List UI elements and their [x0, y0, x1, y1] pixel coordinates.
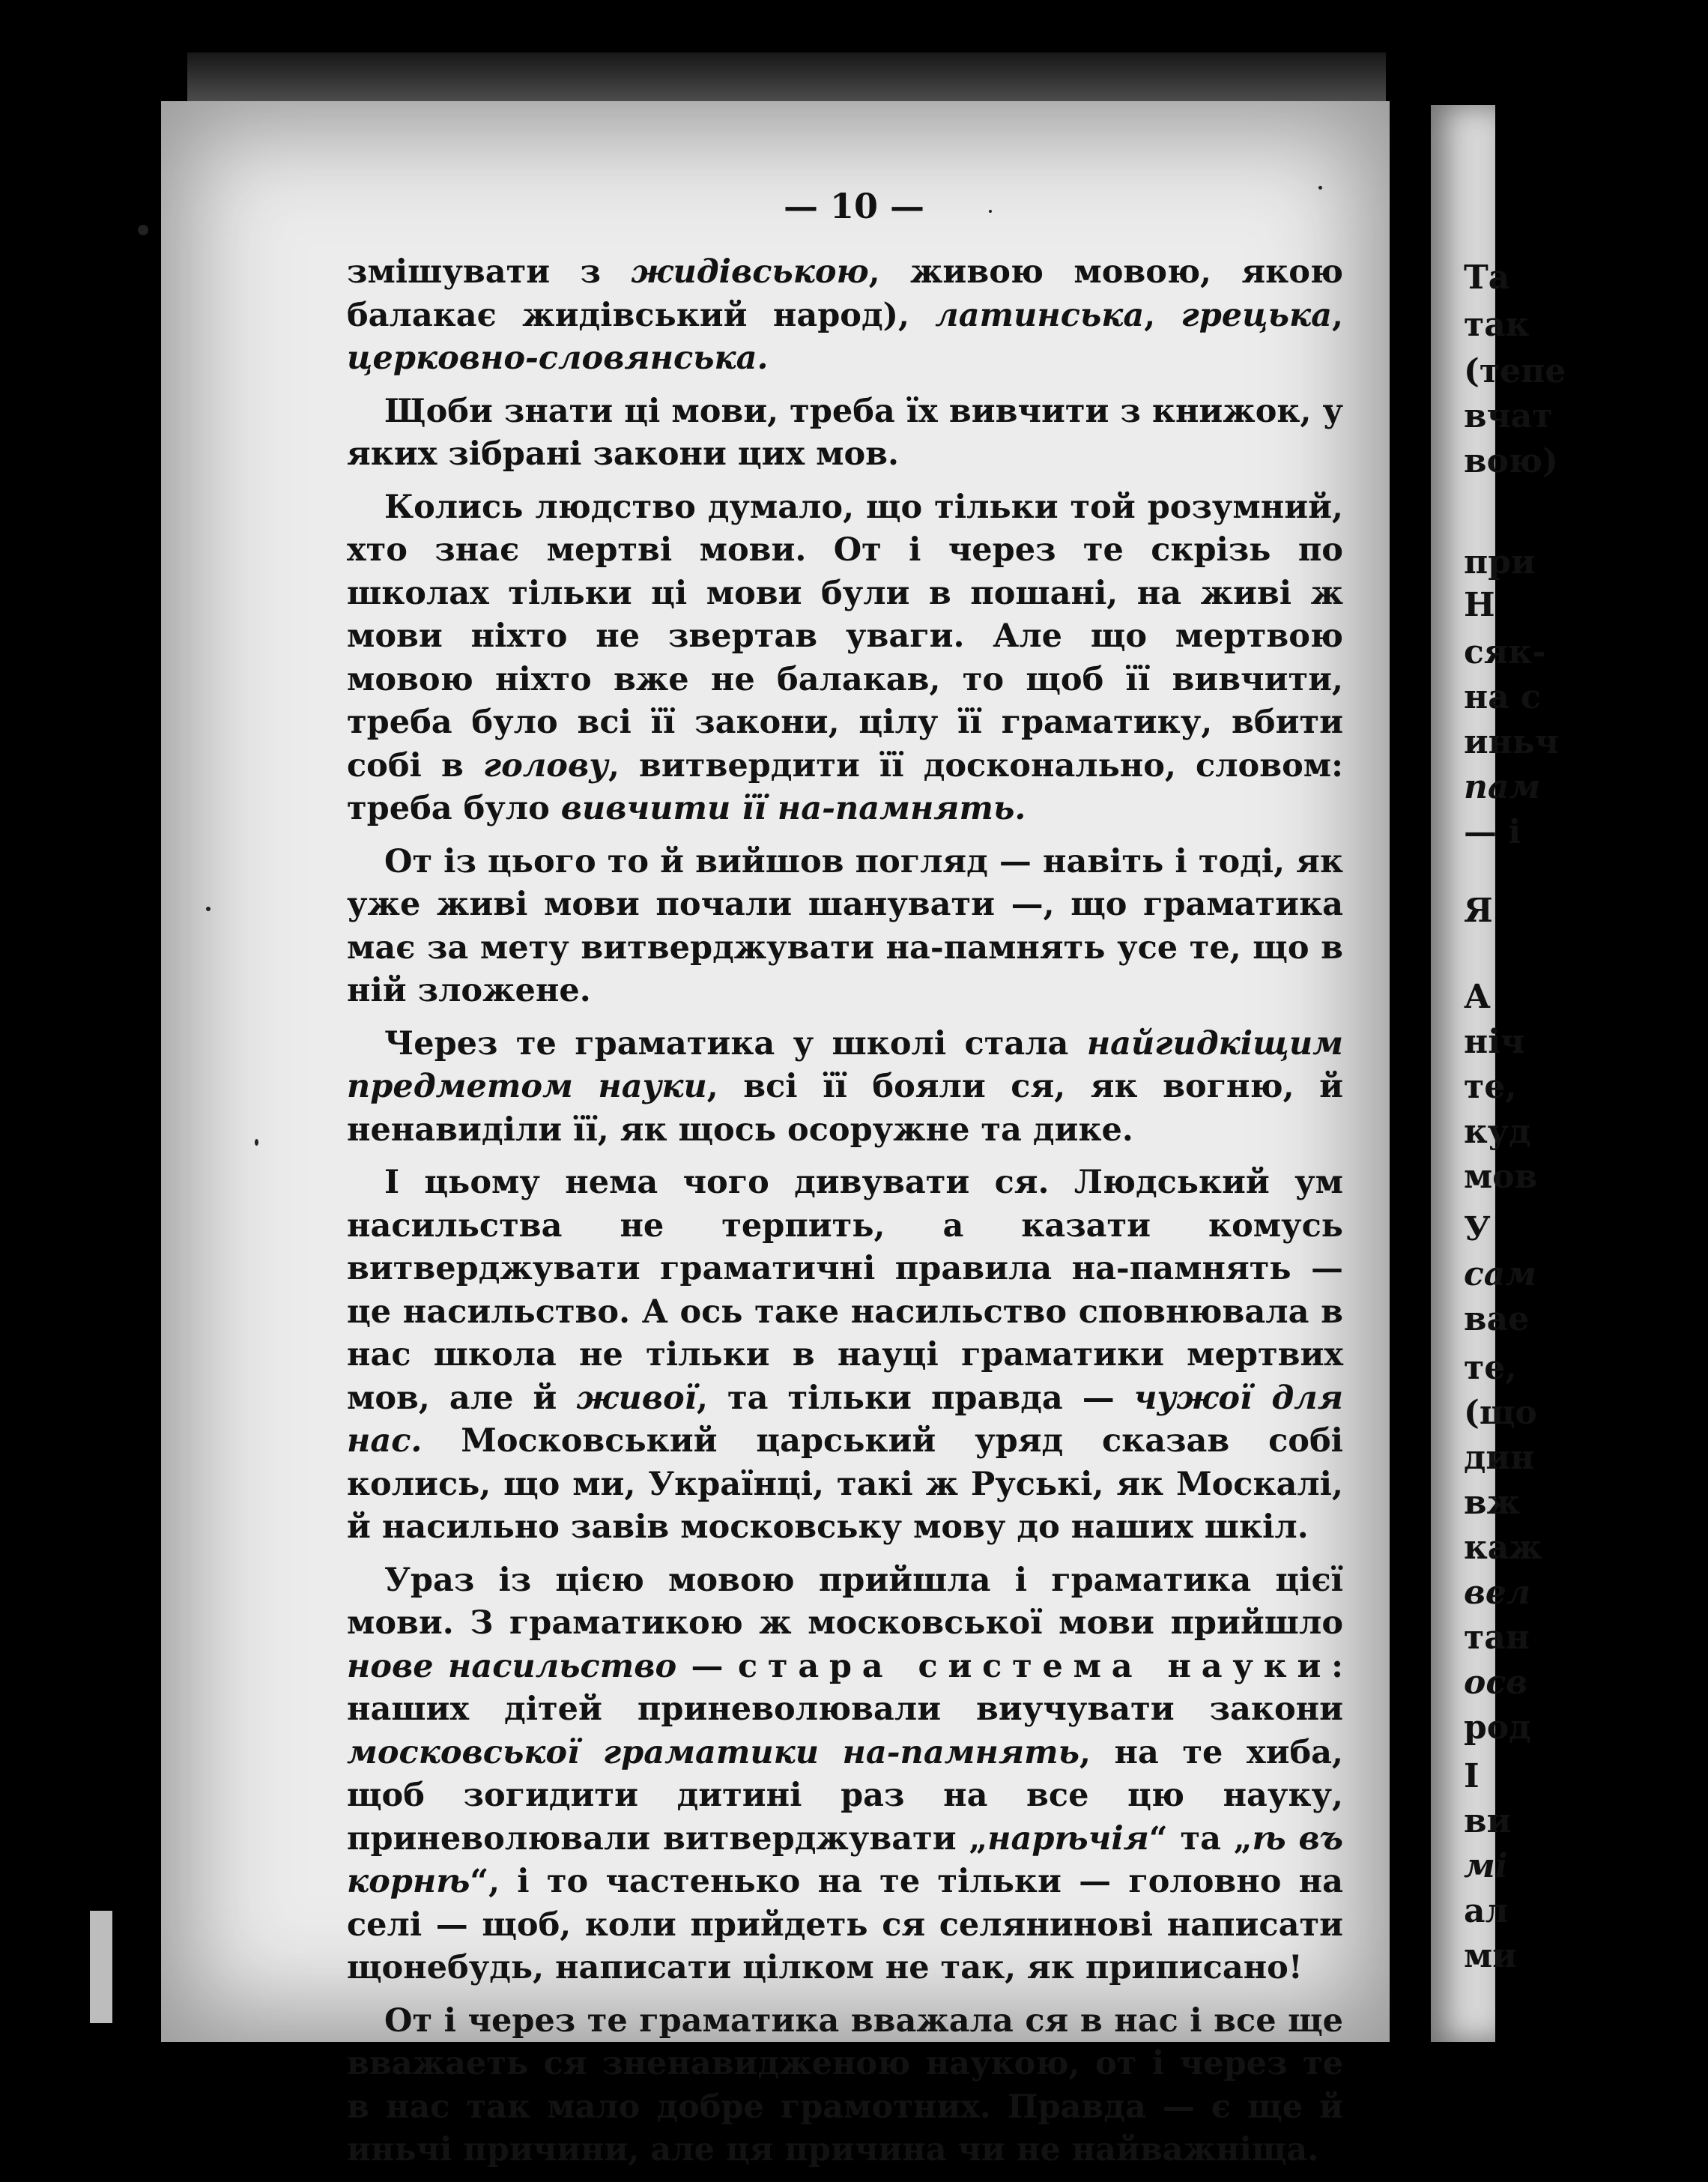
- italic-run: грецька: [1181, 296, 1332, 334]
- italic-run: чужої для нас.: [347, 1379, 1343, 1460]
- paragraph: [347, 1559, 1343, 1990]
- adjacent-page-fragment: тан: [1464, 1619, 1530, 1657]
- spaced-run: стара система науки: [737, 1647, 1332, 1685]
- adjacent-page-fragment: те,: [1464, 1068, 1517, 1106]
- text-run: Ураз із цією мовою прийшла і граматика цієї мови. З граматикою ж московської мови прийшло: [347, 1561, 1343, 1642]
- adjacent-page-fragment: (тепе: [1464, 352, 1566, 390]
- italic-run: живої: [576, 1379, 697, 1417]
- italic-run: нарѣчія: [987, 1819, 1149, 1858]
- italic-run: вивчити її на-памнять.: [560, 790, 1026, 827]
- paragraph: [347, 486, 1343, 831]
- page-number: — 10 —: [783, 186, 925, 226]
- adjacent-page-fragment: Та: [1464, 259, 1510, 297]
- paragraph: [347, 251, 1343, 381]
- paragraph: [347, 390, 1343, 477]
- italic-run: ѣ въ корнѣ: [347, 1819, 1343, 1900]
- text-run: От із цього то й вийшов погляд — навіть і тоді, як уже живі мови почали шанувати —, що граматика має за мету витверджувати на-памнять усе те, що в ній зложене.: [347, 842, 1343, 1009]
- adjacent-page-fragment: иньч: [1464, 723, 1559, 761]
- italic-run: московської граматики на-памнять: [347, 1733, 1079, 1771]
- italic-run: нове насильство: [347, 1647, 677, 1685]
- paragraph: [347, 841, 1343, 1013]
- paragraph: [347, 1161, 1343, 1550]
- text-run: ,: [1332, 296, 1343, 334]
- page-body-text: [347, 251, 1343, 2182]
- text-run: От і через те граматика вважала ся в нас і все ще вважаеть ся зненавидженою наукою, от і через те в нас так мало добре грамотних. Правда — є ще й иньчі причини, але ця причина чи не найважніща.: [347, 2001, 1343, 2169]
- text-run: , всі її бояли ся, як вогню, й ненавиділи її, як щось осоружне та дике.: [347, 1068, 1343, 1149]
- adjacent-page-fragment: Н: [1464, 586, 1495, 624]
- adjacent-page-edge: [1431, 105, 1566, 2042]
- adjacent-page-fragment: А: [1464, 978, 1491, 1016]
- adjacent-page-fragment: ал: [1464, 1892, 1509, 1930]
- text-run: Московський царський уряд сказав собі колись, що ми, Українці, такі ж Руські, як Москалі, й насильно завів московську мову до наших шкіл.: [347, 1422, 1343, 1546]
- adjacent-page-fragment: вел: [1464, 1574, 1531, 1612]
- text-run: Колись людство думало, що тільки той розумний, хто знає мертві мови. От і через те скрізь по школах тільки ці мови були в пошані, на живі ж мови ніхто не звертав уваги. Але що мертвою мовою ніхто вже не балакав, то щоб її вивчити, треба було всі її закони, цілу її граматику, вбити собі в: [347, 488, 1343, 785]
- adjacent-page-fragment: У: [1464, 1210, 1491, 1248]
- adjacent-page-fragment: куд: [1464, 1113, 1531, 1151]
- adjacent-page-fragment: мі: [1464, 1847, 1508, 1885]
- adjacent-page-fragment: вае: [1464, 1300, 1530, 1338]
- adjacent-page-fragment: пам: [1464, 768, 1541, 806]
- text-run: Через те граматика у школі стала: [384, 1024, 1087, 1063]
- italic-run: церковно-словянська.: [347, 339, 769, 377]
- adjacent-page-fragment: при: [1464, 543, 1536, 581]
- italic-run: жидівською: [631, 253, 869, 291]
- scan-speck: [206, 907, 211, 911]
- scan-speck: [138, 225, 148, 235]
- scan-edge-strip: [90, 1911, 112, 2023]
- italic-run: голову: [482, 746, 608, 785]
- italic-run: латинська: [935, 296, 1145, 334]
- adjacent-page-fragment: сяк-: [1464, 633, 1546, 671]
- adjacent-page-fragment: мов: [1464, 1158, 1538, 1196]
- adjacent-page-fragment: род: [1464, 1708, 1531, 1747]
- adjacent-page-fragment: так: [1464, 306, 1530, 344]
- scan-speck: [1318, 186, 1322, 190]
- italic-run: найгидкіщим предметом науки: [347, 1024, 1343, 1105]
- text-run: , живою мовою, якою балакає жидівський народ),: [347, 253, 1344, 334]
- adjacent-page-fragment: ніч: [1464, 1023, 1525, 1061]
- text-run: “ та „: [1148, 1819, 1253, 1858]
- text-run: “, і то частенько на те тільки — головно на селі — щоб, коли прийдеть ся селянинові написати щонебудь, написати цілком не так, як приписано!: [347, 1863, 1343, 1986]
- text-run: —: [676, 1647, 738, 1685]
- adjacent-page-fragment: осв: [1464, 1663, 1528, 1702]
- scan-speck: [989, 210, 992, 213]
- paragraph: [347, 1023, 1343, 1152]
- adjacent-page-fragment: на с: [1464, 678, 1541, 716]
- adjacent-page-fragment: (що: [1464, 1394, 1537, 1432]
- adjacent-page-fragment: вж: [1464, 1484, 1521, 1522]
- text-run: ,: [1144, 296, 1181, 334]
- adjacent-page-fragment: вою): [1464, 442, 1558, 480]
- page-gutter: [1393, 101, 1431, 2042]
- adjacent-page-fragment: те,: [1464, 1349, 1517, 1387]
- adjacent-page-fragment: каж: [1464, 1529, 1542, 1567]
- adjacent-page-fragment: — і: [1464, 813, 1521, 851]
- text-run: , на те хиба, щоб зогидити дитині раз на все цю науку, приневолювали витверджувати „: [347, 1733, 1343, 1858]
- text-run: , витвердити її досконально, словом: треба було: [347, 746, 1343, 827]
- adjacent-page-fragment: сам: [1464, 1255, 1537, 1293]
- paragraph: [347, 2000, 1343, 2172]
- adjacent-page-fragment: ми: [1464, 1937, 1517, 1975]
- adjacent-page-fragment: Я: [1464, 892, 1493, 930]
- text-run: Щоби знати ці мови, треба їх вивчити з книжок, у яких зібрані закони цих мов.: [347, 392, 1343, 473]
- adjacent-page-fragment: І: [1464, 1757, 1480, 1795]
- scan-speck: [255, 1139, 258, 1146]
- text-run: І цьому нема чого дивувати ся. Людський ум насильства не терпить, а казати комусь витверджувати граматичні правила на-памнять — це насильство. А ось таке насильство сповнювала в нас школа не тільки в науці граматики мертвих мов, але й: [347, 1164, 1343, 1417]
- text-run: , та тільки правда —: [697, 1379, 1134, 1417]
- text-run: : наших дітей приневолювали виучувати закони: [347, 1647, 1343, 1728]
- text-run: змішувати з: [347, 253, 632, 291]
- adjacent-page-fragment: вчат: [1464, 397, 1553, 435]
- adjacent-page-fragment: ви: [1464, 1802, 1512, 1840]
- adjacent-page-fragment: дин: [1464, 1439, 1535, 1477]
